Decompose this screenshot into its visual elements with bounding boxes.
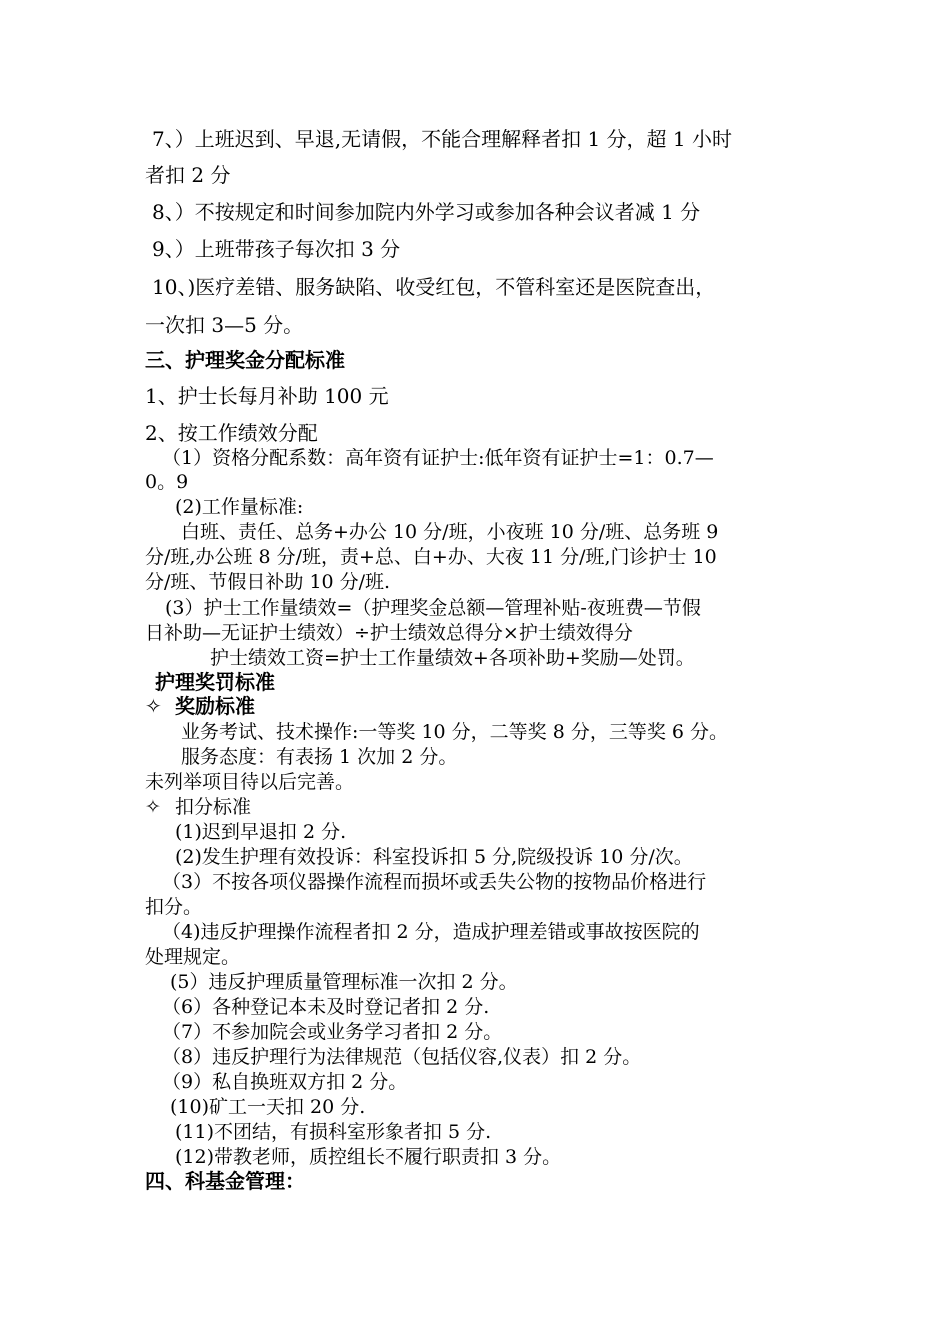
workload-standard-line-3: 分/班、节假日补助 10 分/班. xyxy=(145,571,391,593)
bonus-item-2: 2、按工作绩效分配 xyxy=(145,421,318,445)
deduction-7: （7）不参加院会或业务学习者扣 2 分。 xyxy=(162,1021,503,1043)
deduction-4-line-1: （4)违反护理操作流程者扣 2 分，造成护理差错或事故按医院的 xyxy=(162,921,700,943)
deduction-8: （8）违反护理行为法律规范（包括仪容,仪表）扣 2 分。 xyxy=(162,1046,642,1068)
performance-salary-formula: 护士绩效工资=护士工作量绩效+各项补助+奖励—处罚。 xyxy=(210,647,695,669)
deduction-3-line-1: （3）不按各项仪器操作流程而损坏或丢失公物的按物品价格进行 xyxy=(162,871,707,893)
rule-7-line-2: 者扣 2 分 xyxy=(145,163,231,187)
workload-standard-line-2: 分/班,办公班 8 分/班，责+总、白+办、大夜 11 分/班,门诊护士 10 xyxy=(145,546,717,568)
section-3-heading: 三、护理奖金分配标准 xyxy=(145,348,345,372)
performance-formula-line-2: 日补助—无证护士绩效）÷护士绩效总得分×护士绩效得分 xyxy=(145,622,633,644)
rule-10-line-2: 一次扣 3—5 分。 xyxy=(145,313,304,337)
qualification-coefficient-line-1: （1）资格分配系数：高年资有证护士:低年资有证护士=1：0.7— xyxy=(162,447,714,469)
diamond-star-icon: ✧ xyxy=(145,796,161,818)
reward-note: 未列举项目待以后完善。 xyxy=(145,771,355,793)
deduction-5: (5）违反护理质量管理标准一次扣 2 分。 xyxy=(170,971,518,993)
rule-9: 9、）上班带孩子每次扣 3 分 xyxy=(152,237,401,261)
rule-7-line-1: 7、）上班迟到、早退,无请假，不能合理解释者扣 1 分，超 1 小时 xyxy=(152,127,732,151)
deduction-6: （6）各种登记本未及时登记者扣 2 分. xyxy=(162,996,490,1018)
deduction-standard-heading: ✧ 扣分标准 xyxy=(145,796,252,818)
reward-penalty-heading: 护理奖罚标准 xyxy=(155,670,275,694)
deduction-11: (11)不团结，有损科室形象者扣 5 分. xyxy=(175,1121,492,1143)
deduction-10: (10)矿工一天扣 20 分. xyxy=(170,1096,366,1118)
section-4-heading: 四、科基金管理： xyxy=(145,1169,305,1193)
deduction-4-line-2: 处理规定。 xyxy=(145,946,241,968)
workload-standard-line-1: 白班、责任、总务+办公 10 分/班，小夜班 10 分/班、总务班 9 xyxy=(181,521,719,543)
reward-exam: 业务考试、技术操作:一等奖 10 分，二等奖 8 分，三等奖 6 分。 xyxy=(181,721,728,743)
diamond-star-icon: ✧ xyxy=(145,694,162,718)
deduction-9: （9）私自换班双方扣 2 分。 xyxy=(162,1071,408,1093)
reward-service-attitude: 服务态度：有表扬 1 次加 2 分。 xyxy=(181,746,458,768)
reward-standard-heading: ✧ 奖励标准 xyxy=(145,694,255,718)
deduction-1: (1)迟到早退扣 2 分. xyxy=(175,821,347,843)
rule-10-line-1: 10、)医疗差错、服务缺陷、收受红包，不管科室还是医院查出， xyxy=(152,275,716,299)
deduction-3-line-2: 扣分。 xyxy=(145,896,203,918)
rule-8: 8、）不按规定和时间参加院内外学习或参加各种会议者减 1 分 xyxy=(152,200,701,224)
bonus-item-1: 1、护士长每月补助 100 元 xyxy=(145,384,389,408)
deduction-2: (2)发生护理有效投诉：科室投诉扣 5 分,院级投诉 10 分/次。 xyxy=(175,846,693,868)
qualification-coefficient-line-2: 0。9 xyxy=(145,471,189,493)
workload-standard-heading: (2)工作量标准: xyxy=(175,496,304,518)
deduction-12: (12)带教老师，质控组长不履行职责扣 3 分。 xyxy=(175,1146,562,1168)
performance-formula-line-1: (3）护士工作量绩效=（护理奖金总额—管理补贴-夜班费—节假 xyxy=(165,597,701,619)
